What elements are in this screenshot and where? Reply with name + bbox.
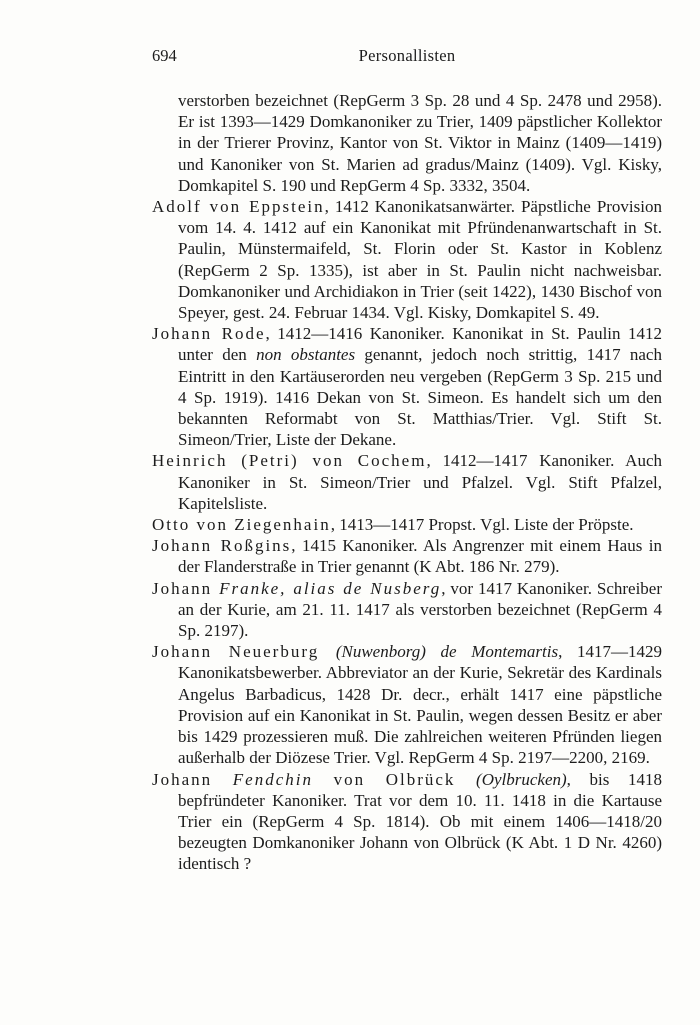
text-segment-normal: , 1415 Kanoniker. Als Angrenzer mit einem Haus in der Flanderstraße in Trier genannt (K Abt. 186 Nr. 279). <box>178 536 662 577</box>
entry-paragraph <box>152 450 662 514</box>
text-segment-italic: (Nuwenborg) de Montemartis <box>335 642 559 662</box>
entry-continuation-paragraph <box>178 90 662 196</box>
text-segment-spaced: Johann Rode <box>152 324 266 344</box>
text-segment-italic-spaced: Franke, alias de Nusberg <box>219 578 442 598</box>
entry-paragraph <box>152 535 662 577</box>
entry-paragraph <box>152 769 662 875</box>
text-segment-normal: , 1412—1416 Kanoniker. Kanonikat in St. Paulin 1412 unter den <box>178 324 662 365</box>
text-segment-normal: , 1417—1429 Kanonikatsbewerber. Abbreviator an der Kurie, Sekretär des Kardinals Angelus Barbadicus, 1428 Dr. decr., erhält 1417 eine päpstliche Provision auf ein Kanonikat in St. Paulin, wegen dessen Besitz er aber bis 1429 prozessieren muß. Die zahlreichen weiteren Pfründen liegen außerhalb der Diözese Trier. Vgl. RepGerm 4 Sp. 2197—2200, 2169. <box>178 642 663 768</box>
text-segment-normal: , 1412—1417 Kanoniker. Auch Kanoniker in St. Simeon/Trier und Pfalzel. Vgl. Stift Pfalzel, Kapitelsliste. <box>178 451 663 513</box>
page-header-title: Personallisten <box>358 46 456 65</box>
text-segment-italic: non obstantes <box>256 345 356 365</box>
text-segment-spaced: Johann <box>152 769 233 789</box>
text-segment-spaced: von Olbrück <box>312 769 477 789</box>
text-segment-normal: , 1412 Kanonikatsanwärter. Päpstliche Provision vom 14. 4. 1412 auf ein Kanonikat mit Pfründenanwartschaft in St. Paulin, Münstermaifeld, St. Florin oder St. Kastor in Koblenz (RepGerm 2 Sp. 1335), ist aber in St. Paulin nicht nachweisbar. Domkanoniker und Archidiakon in Trier (seit 1422), 1430 Bischof von Speyer, gest. 24. Februar 1434. Vgl. Kisky, Domkapitel S. 49. <box>178 197 662 323</box>
page-content <box>152 46 662 875</box>
text-segment-spaced: Johann <box>152 578 220 598</box>
page-number: 694 <box>152 46 177 65</box>
text-segment-spaced: Johann Roßgins <box>152 536 292 556</box>
entry-paragraph <box>152 578 662 642</box>
entry-paragraph <box>152 323 662 450</box>
text-segment-normal: verstorben bezeichnet (RepGerm 3 Sp. 28 und 4 Sp. 2478 und 2958). Er ist 1393—1429 Domkanoniker zu Trier, 1409 päpstlicher Kollektor in der Trierer Provinz, Kantor von St. Viktor in Mainz (1409—1419) und Kanoniker von St. Marien ad gradus/Mainz (1409). Vgl. Kisky, Domkapitel S. 190 und RepGerm 4 Sp. 3332, 3504. <box>178 91 662 195</box>
text-segment-spaced: Heinrich (Petri) von Cochem <box>152 451 427 471</box>
entry-paragraph <box>152 641 662 768</box>
entry-paragraph <box>152 196 662 323</box>
running-head <box>152 46 662 66</box>
text-block <box>152 90 662 875</box>
text-segment-normal: , vor 1417 Kanoniker. Schreiber an der Kurie, am 21. 11. 1417 als verstorben bezeichnet (RepGerm 4 Sp. 2197). <box>178 578 662 641</box>
text-segment-normal: genannt, jedoch noch strittig, 1417 nach Eintritt in den Kartäuserorden neu vergeben (RepGerm 3 Sp. 215 und 4 Sp. 1919). 1416 Dekan von St. Simeon. Es handelt sich um den bekannten Reformabt von St. Matthias/Trier. Vgl. Stift St. Simeon/Trier, Liste der Dekane. <box>178 345 662 450</box>
text-segment-italic-spaced: Fendchin <box>232 769 313 789</box>
entry-paragraph <box>152 514 662 535</box>
text-segment-spaced: Adolf von Eppstein <box>152 197 325 217</box>
text-segment-spaced: Johann Neuerburg <box>152 642 336 662</box>
text-segment-spaced: Otto von Ziegenhain <box>152 515 331 535</box>
text-segment-normal: , bis 1418 bepfründeter Kanoniker. Trat vor dem 10. 11. 1418 in die Kartause Trier ein (RepGerm 4 Sp. 1814). Ob mit einem 1406—1418/20 bezeugten Domkanoniker Johann von Olbrück (K Abt. 1 D Nr. 4260) identisch ? <box>178 769 662 874</box>
text-segment-italic: (Oylbrucken) <box>476 769 567 789</box>
text-segment-normal: , 1413—1417 Propst. Vgl. Liste der Pröpste. <box>330 515 634 535</box>
